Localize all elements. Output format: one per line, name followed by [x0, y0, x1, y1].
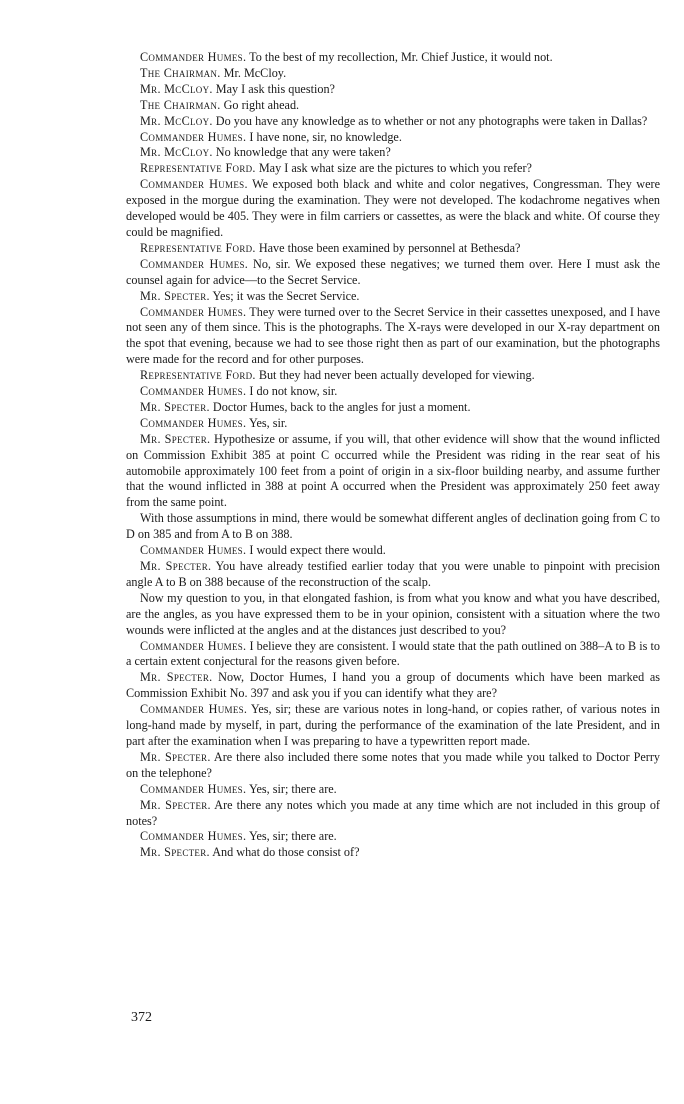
speech-text: With those assumptions in mind, there would be somewhat different angles of declination going from C to D on 385 and from A to B on 388.	[126, 511, 660, 542]
speaker-name: Mr. Specter.	[140, 288, 210, 303]
testimony-paragraph	[126, 543, 660, 559]
speech-text: Yes, sir.	[246, 415, 288, 430]
speech-text: You have already testified earlier today that you were unable to pinpoint with precision angle A to B on 388 because of the reconstruction of the scalp.	[126, 559, 660, 589]
testimony-paragraph	[126, 145, 660, 161]
testimony-paragraph	[126, 702, 660, 750]
speech-text: Yes, sir; there are.	[246, 829, 337, 844]
speech-text: Mr. McCloy.	[220, 65, 287, 80]
speaker-name: Commander Humes.	[140, 256, 249, 271]
speech-text: No knowledge that any were taken?	[212, 145, 391, 160]
testimony-paragraph	[126, 98, 660, 114]
speaker-name: Mr. McCloy.	[140, 145, 213, 160]
speech-text: Are there any notes which you made at any time which are not included in this group of notes?	[126, 797, 660, 828]
testimony-paragraph	[126, 511, 660, 543]
testimony-paragraph	[126, 432, 660, 512]
speech-text: To the best of my recollection, Mr. Chief Justice, it would not.	[246, 50, 553, 64]
testimony-paragraph	[126, 368, 660, 384]
speaker-name: Commander Humes.	[140, 829, 247, 844]
speech-text: May I ask this question?	[212, 81, 335, 96]
speaker-name: Mr. Specter.	[140, 399, 210, 414]
page-number: 372	[131, 1010, 152, 1025]
speaker-name: Commander Humes.	[140, 415, 247, 430]
testimony-text	[126, 50, 660, 861]
speaker-name: Mr. McCloy.	[140, 113, 213, 128]
testimony-paragraph	[126, 161, 660, 177]
speaker-name: Commander Humes.	[140, 50, 247, 64]
speech-text: I would expect there would.	[246, 543, 386, 558]
testimony-paragraph	[126, 82, 660, 98]
speech-text: Have those been examined by personnel at Bethesda?	[255, 240, 521, 255]
speaker-name: Mr. Specter.	[140, 797, 211, 812]
speech-text: Now my question to you, in that elongated fashion, is from what you know and what you have described, are the angles, as you have expressed them to be in your opinion, consistent with a situation where the two wounds were inflicted at the angles and at the distances just described to you?	[126, 590, 660, 637]
speech-text: And what do those consist of?	[209, 845, 360, 860]
speaker-name: Representative Ford.	[140, 240, 256, 255]
speaker-name: Commander Humes.	[140, 781, 247, 796]
speech-text: I have none, sir, no knowledge.	[246, 129, 402, 144]
speech-text: I believe they are consistent. I would state that the path outlined on 388–A to B is to a certain extent conjectural for the reasons given before.	[126, 638, 660, 669]
testimony-paragraph	[126, 50, 660, 66]
testimony-paragraph	[126, 66, 660, 82]
speaker-name: The Chairman.	[140, 97, 221, 112]
testimony-paragraph	[126, 241, 660, 257]
testimony-paragraph	[126, 114, 660, 130]
testimony-paragraph	[126, 559, 660, 591]
speech-text: I do not know, sir.	[246, 384, 338, 399]
speaker-name: Mr. Specter.	[140, 431, 211, 446]
speech-text: Do you have any knowledge as to whether or not any photographs were taken in Dallas?	[212, 113, 648, 128]
speaker-name: Commander Humes.	[140, 304, 247, 319]
speech-text: No, sir. We exposed these negatives; we turned them over. Here I must ask the counsel again for advice—to the Secret Service.	[126, 256, 660, 287]
testimony-paragraph	[126, 400, 660, 416]
speaker-name: Mr. Specter.	[140, 749, 211, 764]
speech-text: Are there also included there some notes that you made while you talked to Doctor Perry on the telephone?	[126, 749, 660, 780]
speaker-name: Mr. Specter.	[140, 559, 212, 573]
speaker-name: Commander Humes.	[140, 384, 247, 399]
testimony-paragraph	[126, 639, 660, 671]
speech-text: Hypothesize or assume, if you will, that other evidence will show that the wound inflicted on Commission Exhibit 385 at point C occurred while the President was riding in the rear seat of his automobile approximately 100 feet from a point of origin in a six-floor building nearby, and assume further that the wound inflicted in 388 at point A occurred when the President was approximately 250 feet away from the same point.	[126, 431, 660, 510]
speaker-name: Mr. McCloy.	[140, 81, 213, 96]
speech-text: Go right ahead.	[220, 97, 300, 112]
speaker-name: Representative Ford.	[140, 368, 256, 383]
speech-text: Yes; it was the Secret Service.	[209, 288, 360, 303]
speech-text: They were turned over to the Secret Service in their cassettes unexposed, and I have not seen any of them since. This is the photographs. The X-rays were developed in our X-ray department on the spot that evening, because we had to see those right then as part of our examination, but the photographs were made for the record and for other purposes.	[126, 304, 660, 367]
testimony-paragraph	[126, 177, 660, 241]
testimony-paragraph	[126, 670, 660, 702]
speaker-name: Mr. Specter.	[140, 670, 213, 685]
testimony-paragraph	[126, 845, 660, 861]
speech-text: Yes, sir; there are.	[246, 781, 337, 796]
speech-text: Now, Doctor Humes, I hand you a group of documents which have been marked as Commission Exhibit No. 397 and ask you if you can identify what they are?	[126, 670, 660, 701]
speaker-name: Mr. Specter.	[140, 845, 210, 860]
testimony-paragraph	[126, 305, 660, 369]
testimony-paragraph	[126, 130, 660, 146]
testimony-paragraph	[126, 782, 660, 798]
speaker-name: Representative Ford.	[140, 161, 256, 176]
speaker-name: The Chairman.	[140, 65, 221, 80]
testimony-paragraph	[126, 798, 660, 830]
speaker-name: Commander Humes.	[140, 702, 248, 717]
testimony-paragraph	[126, 750, 660, 782]
testimony-paragraph	[126, 384, 660, 400]
testimony-paragraph	[126, 257, 660, 289]
testimony-paragraph	[126, 591, 660, 639]
speech-text: But they had never been actually developed for viewing.	[255, 368, 535, 383]
speech-text: Doctor Humes, back to the angles for just a moment.	[209, 399, 471, 414]
speech-text: We exposed both black and white and color negatives, Congressman. They were exposed in the morgue during the examination. They were not developed. The kodachrome negatives when developed would be 405. They were in film carriers or cassettes, as were the black and white. Of course they could be magnified.	[126, 177, 660, 239]
speaker-name: Commander Humes.	[140, 543, 247, 558]
testimony-paragraph	[126, 829, 660, 845]
speech-text: May I ask what size are the pictures to which you refer?	[255, 161, 532, 176]
testimony-paragraph	[126, 416, 660, 432]
speaker-name: Commander Humes.	[140, 129, 247, 144]
speaker-name: Commander Humes.	[140, 177, 248, 192]
testimony-paragraph	[126, 289, 660, 305]
speech-text: Yes, sir; these are various notes in long-hand, or copies rather, of various notes in long-hand made by myself, in part, during the performance of the examination of the late President, and in part after the examination when I was preparing to have a typewritten report made.	[126, 702, 660, 748]
speaker-name: Commander Humes.	[140, 638, 247, 653]
